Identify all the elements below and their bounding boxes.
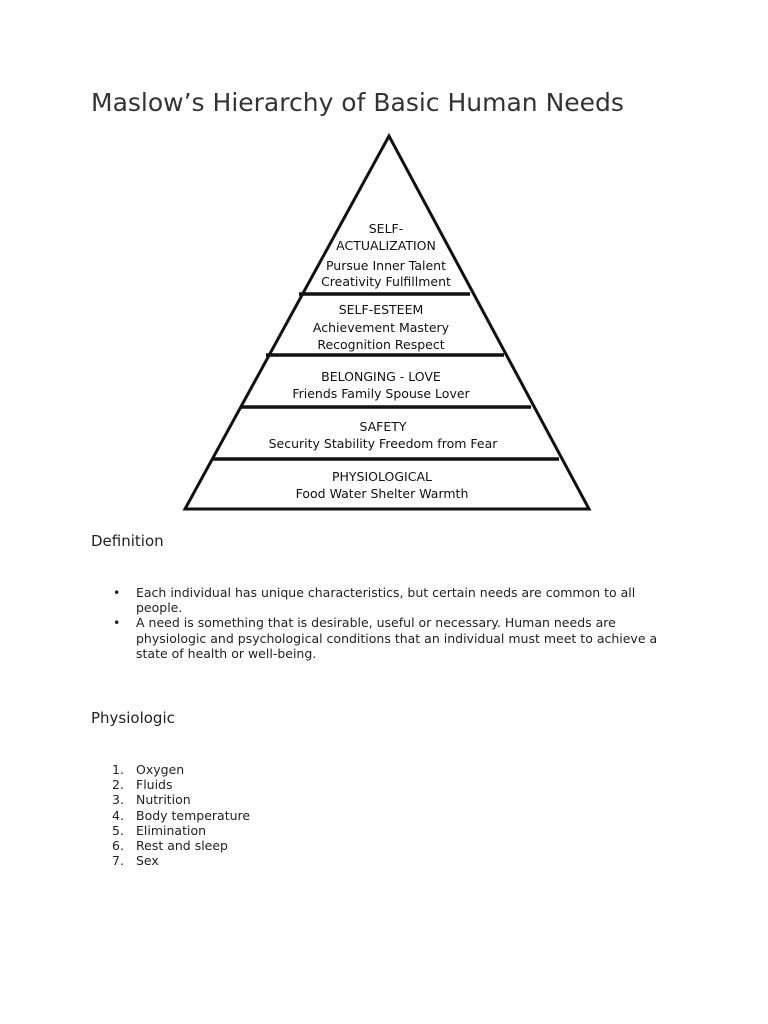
bullet-marker: • (113, 615, 121, 631)
pyramid-level-self-esteem-desc-line-1: Achievement Mastery (312, 320, 450, 335)
bullet-text: Each individual has unique characteristics, but certain needs are common to all people. (136, 585, 636, 616)
pyramid-level-belonging-love-desc: Friends Family Spouse Lover (292, 386, 470, 401)
pyramid-level-safety-title: SAFETY (359, 419, 407, 434)
list-item (95, 792, 675, 807)
pyramid-level-self-actualization-desc-line-1: Pursue Inner Talent (325, 258, 447, 273)
list-item (95, 853, 675, 868)
list-number: 2. (112, 777, 124, 793)
list-item-text: Elimination (136, 822, 207, 838)
list-number: 1. (112, 762, 124, 777)
section-heading-physiologic: Physiologic (91, 709, 175, 727)
pyramid-level-self-actualization-title-line-2: ACTUALIZATION (336, 238, 436, 253)
pyramid-level-self-actualization-desc-line-2: Creativity Fulfillment (321, 274, 451, 289)
pyramid-level-self-esteem-desc-line-2: Recognition Respect (317, 337, 445, 352)
pyramid-level-belonging-love-title: BELONGING - LOVE (321, 369, 441, 384)
list-number: 5. (112, 822, 124, 838)
list-item (95, 838, 675, 853)
list-item (95, 585, 675, 615)
list-item-text: Sex (136, 853, 159, 869)
list-item-text: Nutrition (136, 792, 191, 808)
physiologic-numbered-list (95, 762, 675, 868)
pyramid-level-safety-desc: Security Stability Freedom from Fear (268, 436, 498, 451)
list-item (95, 823, 675, 838)
list-item (95, 808, 675, 823)
list-number: 7. (112, 853, 124, 869)
pyramid-level-self-actualization-title-line-1: SELF- (368, 221, 404, 236)
pyramid-level-physiological-title: PHYSIOLOGICAL (331, 469, 433, 484)
list-item (95, 762, 675, 777)
list-item-text: Oxygen (136, 762, 185, 777)
list-item-text: Body temperature (136, 807, 251, 823)
bullet-text: A need is something that is desirable, useful or necessary. Human needs are physiologic and psychological conditions that an individual must meet to achieve a state of health or well-being. (136, 615, 658, 661)
list-number: 3. (112, 792, 124, 808)
list-item (95, 615, 675, 661)
page-title: Maslow’s Hierarchy of Basic Human Needs (91, 88, 624, 117)
definition-bullet-list (95, 585, 675, 661)
list-item-text: Rest and sleep (136, 838, 228, 854)
list-item-text: Fluids (136, 777, 173, 793)
bullet-marker: • (113, 585, 121, 600)
pyramid-level-physiological-desc: Food Water Shelter Warmth (295, 486, 469, 501)
list-number: 4. (112, 807, 124, 823)
list-item (95, 777, 675, 792)
pyramid-level-self-esteem-title: SELF-ESTEEM (338, 302, 424, 317)
list-number: 6. (112, 838, 124, 854)
section-heading-definition: Definition (91, 532, 164, 550)
